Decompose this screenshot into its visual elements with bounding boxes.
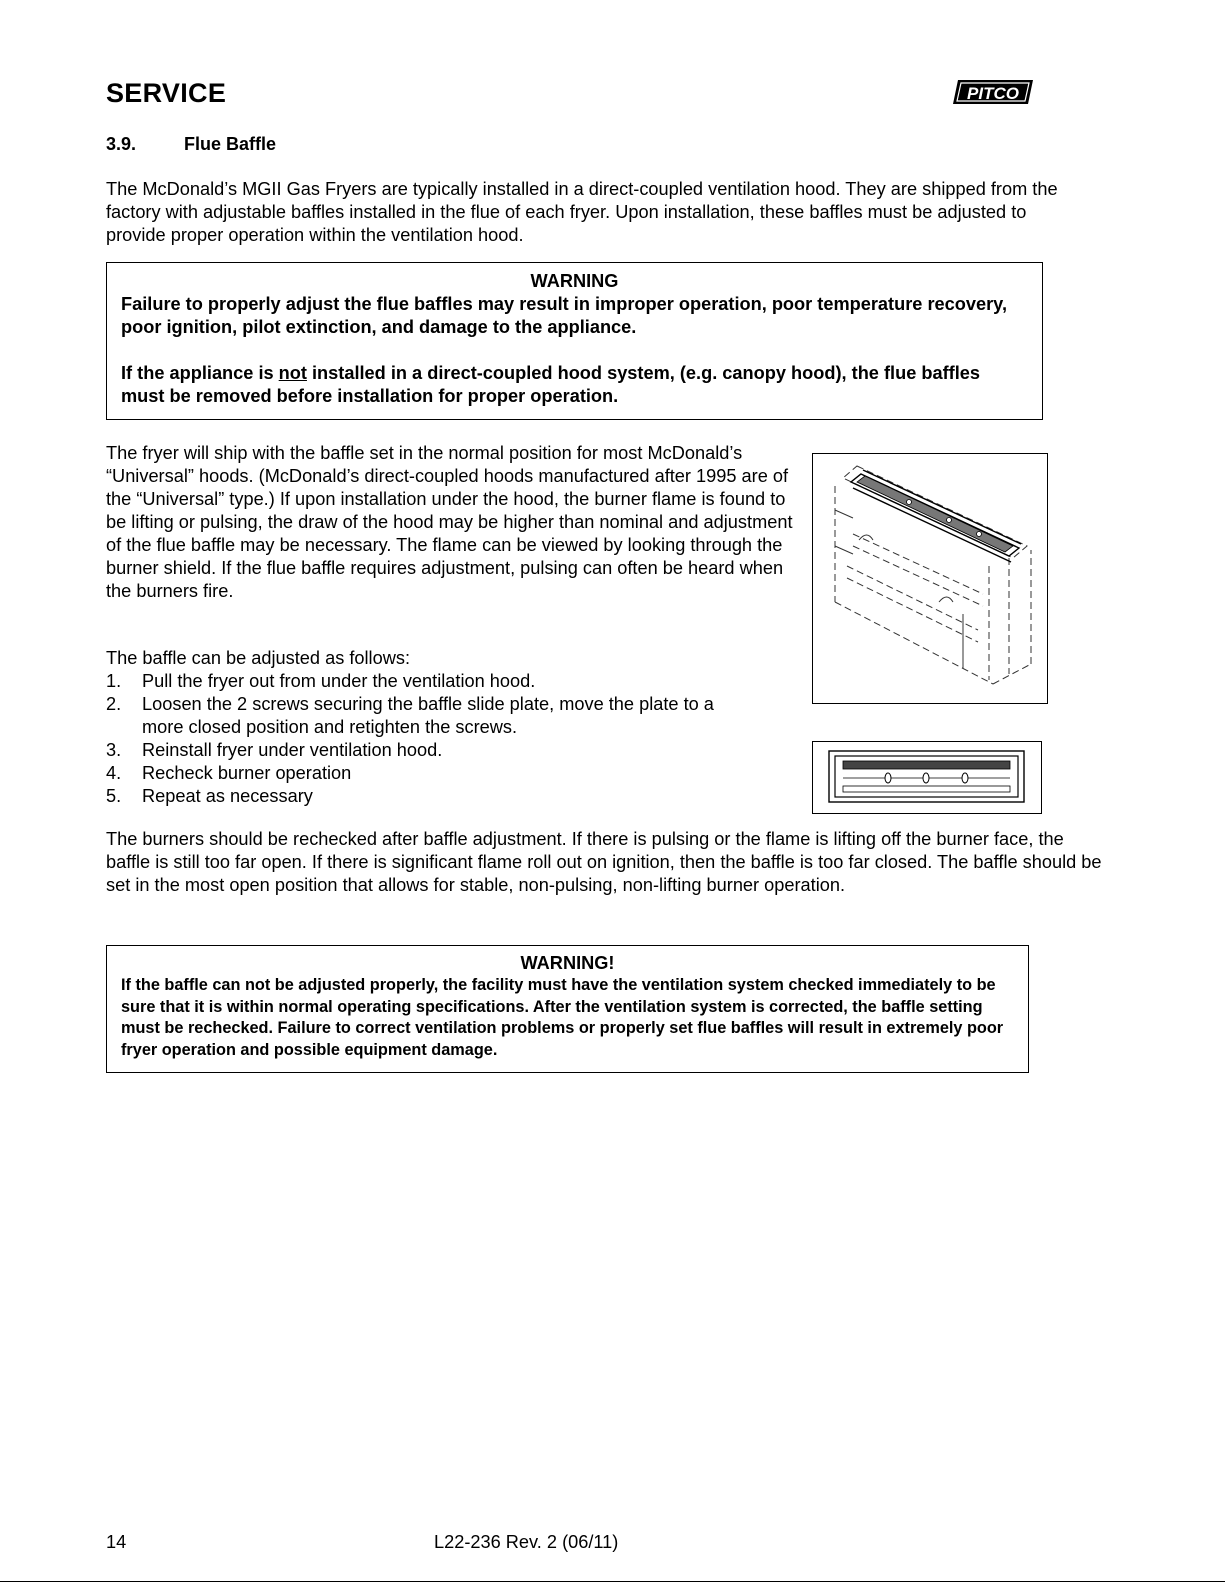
- bottom-rule: [0, 1581, 1225, 1582]
- page-number: 14: [106, 1532, 127, 1552]
- steps-intro: The baffle can be adjusted as follows:: [106, 648, 410, 668]
- step-number: 2.: [106, 694, 122, 714]
- step-number: 1.: [106, 671, 122, 691]
- baffle-plate-illustration: [812, 741, 1042, 814]
- step-number: 3.: [106, 740, 122, 760]
- step-text: Recheck burner operation: [142, 763, 352, 783]
- warning-box-1: [106, 262, 1043, 420]
- warning-text: If the baffle can not be adjusted properly, the facility must have the ventilation system checked immediately to be sure that it is within normal operating specifications. After the ventilation system is corrected, the baffle setting must be rechecked. Failure to correct ventilation problems or properly set flue baffles will result in extremely poor fryer operation and possible equipment damage.: [121, 976, 1004, 1059]
- step-number: 4.: [106, 763, 122, 783]
- svg-text:PITCO: PITCO: [967, 84, 1019, 103]
- warning-box-2: [106, 945, 1029, 1073]
- document-id: L22-236 Rev. 2 (06/11): [434, 1532, 619, 1552]
- step-number: 5.: [106, 786, 122, 806]
- fryer-flue-illustration: [812, 453, 1048, 704]
- section-title: SERVICE: [106, 78, 227, 108]
- warning-text-part: If the appliance is: [121, 363, 279, 383]
- warning-title: WARNING!: [520, 953, 615, 973]
- subsection-number: 3.9.: [106, 134, 137, 154]
- warning-text-part: installed in a direct-coupled hood system, (e.g. canopy hood), the flue baffles must be removed before installation for proper operation.: [121, 363, 980, 406]
- step-text: Reinstall fryer under ventilation hood.: [142, 740, 443, 760]
- warning-text: [121, 362, 1028, 408]
- step-text: Loosen the 2 screws securing the baffle slide plate, move the plate to a: [142, 694, 714, 714]
- pitco-logo: [952, 78, 1034, 106]
- body-paragraph: The fryer will ship with the baffle set in the normal position for most McDonald’s “Universal” hoods. (McDonald’s direct-coupled hoods manufactured after 1995 are of the “Universal” type.) If upon installation under the hood, the burner flame is found to be lifting or pulsing, the draw of the hood may be higher than nominal and adjustment of the flue baffle may be necessary. The flame can be viewed by looking through the burner shield. If the flue baffle requires adjustment, pulsing can often be heard when the burners fire.: [106, 443, 793, 601]
- step-text: Pull the fryer out from under the ventilation hood.: [142, 671, 536, 691]
- step-text: Repeat as necessary: [142, 786, 313, 806]
- step-text: more closed position and retighten the screws.: [142, 717, 518, 737]
- warning-title: WARNING: [530, 271, 619, 291]
- warning-text: Failure to properly adjust the flue baffles may result in improper operation, poor temperature recovery, poor ignition, pilot extinction, and damage to the appliance.: [121, 294, 1008, 337]
- warning-emphasis: not: [278, 363, 307, 383]
- subsection-title: Flue Baffle: [184, 134, 277, 154]
- closing-paragraph: The burners should be rechecked after baffle adjustment. If there is pulsing or the flame is lifting off the burner face, the baffle is still too far open. If there is significant flame roll out on ignition, then the baffle is too far closed. The baffle should be set in the most open position that allows for stable, non-pulsing, non-lifting burner operation.: [106, 829, 1102, 895]
- intro-paragraph: The McDonald’s MGII Gas Fryers are typically installed in a direct-coupled ventilation hood. They are shipped from the factory with adjustable baffles installed in the flue of each fryer. Upon installation, these baffles must be adjusted to provide proper operation within the ventilation hood.: [106, 179, 1058, 245]
